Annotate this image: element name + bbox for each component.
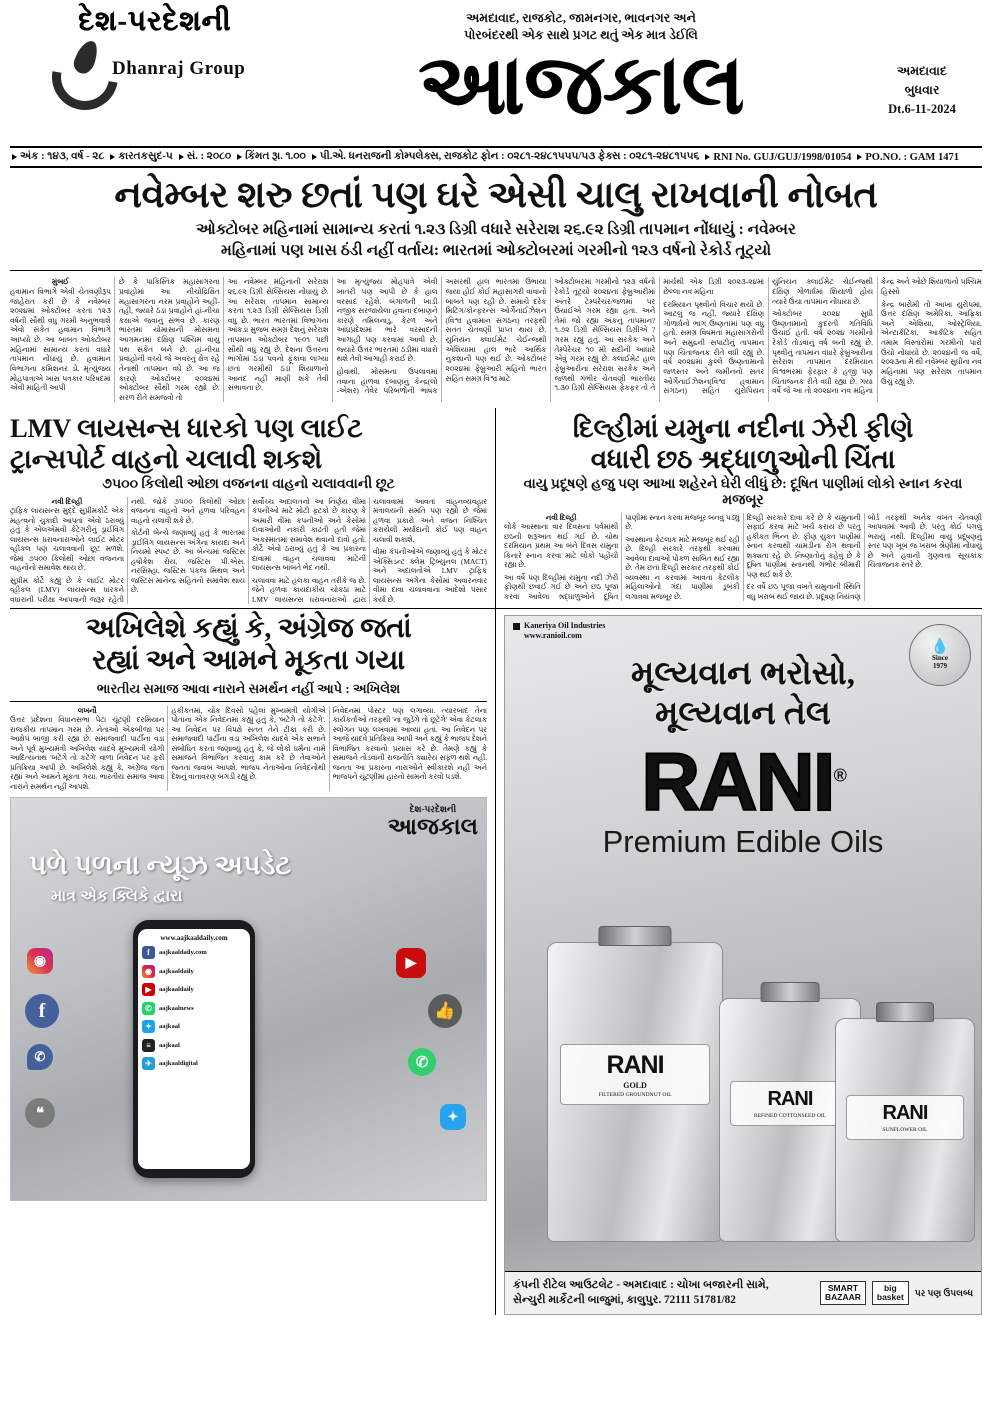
retail-address-line1: કંપની રીટેલ આઉટલેટ - અમદાવાદ : ચોખા બજારની સામે, (513, 1278, 769, 1291)
speech-bubble-icon: ❝ (25, 1098, 55, 1128)
facebook-icon: f (142, 946, 155, 959)
instagram-icon: ◉ (142, 965, 155, 978)
bottle-label (730, 1081, 850, 1126)
ad-brand (388, 804, 478, 838)
paragraph: ઓક્ટોબરમાં ગરમીનો ૧૨૩ વર્ષનો રેકોર્ડ તૂટ્યો ૨૦૨૪ના ફેબ્રુઆરીમાં અંતરે ટેમ્પરેચર/જળમાં પર ઉંચાઈએ ગરમ રહ્યા હતા. અને તેમાં જો રહ્યા અંકનું તાપમાન? ૧.૭૨ ડિગ્રી સેલ્સિયસ ડિગ્રીએ ? ગરમ રહ્યું હતું. આ સરકેક અને તેમ્પેરેચર ૧૦ મી સદીની આધારે એવું ગરમ રહ્યું છે. ક્લાઈમેટ હાલ ફેબ્રુઆરીના સરેરાશ સરકેક અને જળથી ગંભીર ચેતવણી ભારતીય ૧.૩૦ ડિગ્રી સેલ્સિયસ ફેકફર તો તે માર્ચથી એક ડિગ્રી ૨૦૨૩-૨૪માં છેલ્લા નવ મહિના (554, 277, 765, 393)
triangle-bullet-icon (857, 154, 862, 160)
paragraph: હોવાથી, મોસમના ઉપલાવમાં તવાના હાળવા દબાણનું કેન્દ્ર(લો -એશર) તેવેર પરિબળોની ભાષક અસરથી હાલ ભારતમાં ઉભાયા જયા હોઈ કોઈ મહાસાગરી વાવાનો બાબતે પણ રહી છે. સમાચે દરેક મિટિંગ/કોન્ફરન્સ ઓર્ગેનાઈઝેશન (વિશ્વ હવામાન સંગઠન) તરફથી સતત ચેતવણી પ્રાપ્ત થાય છે. યુનિયન ક્લાઈમેટ ચેઈન્જથી એશિયામાં હાલ ભારે આર્થિક નુકશાની પણ થઈ છે. ઓક્ટોબર ૨૦૨૪માં ફેબ્રુઆરી મહિનો ભારત સહિત સમગ્ર વિશ્વ માટે (336, 277, 547, 396)
yamuna-headline (504, 413, 982, 473)
akhilesh-body (10, 706, 487, 791)
handle-label: aajkaaldigital (159, 1060, 198, 1068)
info-label: PO.NO. : GAM 1471 (865, 151, 959, 163)
edition-block (862, 6, 982, 118)
retail-address (513, 1278, 769, 1308)
smart-bazaar-line1: SMART (827, 1283, 859, 1294)
bottle-brand: RANI (882, 1101, 928, 1124)
dateline: નવી દિલ્હી (545, 512, 577, 522)
company-text (524, 621, 605, 641)
paragraph (10, 706, 164, 791)
twitter-icon: ✦ (142, 1020, 155, 1033)
company-website[interactable]: www.ranioil.com (524, 631, 582, 641)
bigbasket-line2: basket (876, 1292, 904, 1303)
triangle-bullet-icon (12, 154, 17, 160)
bottle-brand: RANI (606, 1051, 664, 1080)
dateline: મુંબઈ (52, 277, 69, 287)
info-label: RNI No. GUJ/GUJ/1998/01054 (713, 151, 852, 163)
akhilesh-headline-line1: અખિલેશે કહ્યું કે, અંગ્રેજ જતાં (85, 613, 412, 645)
youtube-icon: ▶ (142, 983, 155, 996)
rani-logo-text: RANI (641, 737, 834, 829)
paragraph: હકીકતમાં, ચોક દિવસો પહેલાં મુખ્યમંત્રી યોગીએ પોતાના એક નિવેદનમાં કહ્યું હતું કે, 'બટેંગે તો કટેંગે'. આ નિવેદન પર વિપક્ષે સતત તેને ટીકા કરી છે. સમાજવાદી પાર્ટીના વડા અખિલેશ યાદવે એક સભાને સંબોધિત કરતા જણાવ્યું હતું કે, જે લોકો ધર્મના નામે સમાજને વિભાજિત કરવાનું કામ કરે છે તેવાઓને જનતા જવાબ આપશે. ભાજપ નેતાઓના નિવેદનોથી દેશનું વાતાવરણ બગડી રહ્યું છે. (171, 705, 326, 782)
product-bottles (505, 912, 981, 1242)
story-lmv (10, 408, 496, 608)
phone-mockup (133, 920, 255, 1178)
social-handle-row[interactable] (142, 1057, 246, 1070)
paragraph (10, 497, 124, 573)
info-item (857, 152, 959, 163)
whatsapp-icon: ✆ (142, 1002, 155, 1015)
handle-label: aajkaaldaily.com (159, 949, 207, 957)
bottle-desc: REFINED COTTONSEED OIL (753, 1113, 827, 1120)
paragraph: કોર્ટની બેન્ચે જણાવ્યું હતું કે ભારતમાં ડ્રાઈવિંગ લાયસન્સ અંગેના કાયદા અને નિયમો સ્પષ્ટ છે. આ બેન્ચમાં જસ્ટિસ હૃષીકેશ રોય, જસ્ટિસ પી.એસ. નરસિમ્હા, જસ્ટિસ પંકજ મિથલ અને જસ્ટિસ માનેન્દ્ર સહિતનો સમાવેશ થાય છે. (131, 528, 245, 595)
paragraph (504, 513, 618, 570)
lead-subheadline-line2: મહિનામાં પણ ખાસ ઠંડી નહીં વર્તાય: ભારતમાં ઓક્ટોબરમાં ગરમીનો ૧૨૩ વર્ષનો રેકોર્ડ તૂટ્યો (220, 242, 772, 260)
since-badge (909, 624, 971, 686)
triangle-bullet-icon (705, 154, 710, 160)
smart-bazaar-line2: BAZAAR (824, 1292, 861, 1303)
bottle-variant: GOLD (623, 1081, 647, 1091)
logo-brand-label: Dhanraj Group (112, 58, 246, 79)
ad-headline (505, 655, 981, 734)
bottle-label (560, 1044, 710, 1105)
masthead (10, 6, 982, 146)
paragraph-text: હવામાન વિભાગે એવી ચેતવણીરૂપ જાહેરાત કરી છે કે નવેમ્બર ૨૦૨૪માં ઓક્ટોબર કરતાં ૧૨૩ વર્ષની સૌથી વધુ ગરમી અનુભવાશે એવો સંકેત હવામાન વિભાગે આપ્યો છે. આ બાબત ઓક્ટોબર મહિનામાં સામાન્ય કરતાં વધારે તાપમાન નોંધાયું છે. હવામાન વિભાગના કમિશનર ડો. મૃત્યુંજય મોહપાત્રાએ ખાસ પત્રકાર પરિષદમાં એવી માહિતી આપી (10, 286, 111, 393)
handle-label: aajkaaldaily (159, 986, 194, 994)
paragraph-text: ટ્રાફિક લાયસન્સ મુદ્દે સુપ્રીમકોર્ટે એક મહત્વનો ચુકાદો આપતાં એવો ઠરાવ્યું હતું કે એલએમવી કેટેગરીનું ડ્રાઈવિંગ લાયસન્સ ધરાવનારાઓને લાઈટ મોટર વ્હીકલ પણ ચલાવવાની છૂટ મળશે. જેમાં ૭૫૦૦ કિલોથી ઓછા વજનના વાહનોનો સમાવેશ થાય છે. (10, 506, 124, 573)
bigbasket-logo (872, 1281, 909, 1305)
lead-story (10, 168, 982, 271)
lead-story-body (10, 271, 982, 408)
paragraph: કેન્દ્ર બારોમી તો આખા યુરોપમાં, ઉત્તર દક્ષિણ અમેરિકા, આફ્રિકા અને એશિયા, ઓસ્ટ્રેલિયા, એન્ટાર્કટિકા, આર્કટિક સહિત તમામ વિસ્તારોમાં ગરમીનો પારો ઉંચો નોંધાયો છે. ૨૦૨૪ની જ વર્ષે, ૨૦૨૩ના મેં થી નવેમ્બર સુધીના નવ મહિનામાં પણ સરેરાશ તાપમાન ઉંચું રહ્યું છે. (881, 299, 982, 386)
story-akhilesh (10, 613, 487, 791)
lower-band (10, 609, 982, 1315)
bottle-cap (598, 926, 671, 946)
triangle-bullet-icon (110, 154, 115, 160)
triangle-bullet-icon (312, 154, 317, 160)
since-label: Since (932, 653, 948, 662)
availability-label: પર પણ ઉપલબ્ધ (914, 1287, 973, 1298)
akhilesh-subheadline: ભારતીય સમાજ આવા નારાને સમર્થન નહીં આપે : અખિલેશ (10, 681, 487, 702)
akhilesh-headline-line2: રહ્યાં અને આમને મૂકતા ગયા (92, 645, 405, 677)
info-label: પી.એ. ધનરાજની કોમ્પલેક્સ, રાજકોટ ફોન : ૦૨૮૧-૨૪૮૧૫૫૫/૫૩ ફેક્સ : ૦૨૮૧-૨૪૮૧૫૫૬ (319, 151, 700, 162)
edition-city: અમદાવાદ (897, 64, 947, 78)
paragraph: ચલાવવા માટે હલકા વાહન તરીકે જ છે. જેને હળવા કાયદાકીય ચોકઠાં માટે LMV લાયસન્સ ધરાવનારાઓ દ્વારા ચલાવવામાં આવતાં વાહનવ્યવહાર મંત્રાલયની સંમતિ પણ રહ્યો છે જેમાં હળવા પ્રકારો અને વજન નિશ્ચિત કરાયેલી મર્યાદાની કોઈ પણ વાહન ચલાવી શકાશે. (252, 496, 487, 604)
mid-stories-band (10, 408, 982, 609)
social-handle-row[interactable] (142, 1020, 246, 1033)
ad-headline-line1: મૂલ્યવાન ભરોસો, (631, 656, 855, 693)
dateline: લખનૌ (77, 705, 97, 715)
social-handle-row[interactable] (142, 1002, 246, 1015)
ad-title: પળે પળના ન્યૂઝ અપડેટ (29, 850, 292, 881)
bottle-desc: FILTERED GROUNDNUT OIL (598, 1092, 672, 1099)
story-yamuna (496, 408, 982, 608)
smart-bazaar-logo (820, 1281, 866, 1305)
paragraph-text: લોકે આસ્થાના વાર દિવસના પર્વમાંથી છઠની શરૂઆત થઈ ગઈ છે. ચોથ દરમિયાન પ્રથમ આ બંને દિવસ યમુના કિનારે સ્નાન કરવા માટે લોકો પહોંચી રહ્યા છે. (504, 522, 619, 570)
paragraph (10, 277, 111, 393)
info-label: સં. : ૨૦૮૦ (186, 151, 232, 162)
ad-tagline: Premium Edible Oils (602, 824, 884, 860)
yamuna-headline-line2: વધારી છઠ શ્રદ્ધાળુઓની ચિંતા (590, 443, 896, 474)
facebook-icon: f (25, 994, 59, 1028)
info-label: કિંમત રૂા. ૧.૦૦ (245, 151, 306, 162)
ad-brand-big: આજકાલ (387, 814, 478, 840)
retail-address-line2: સેન્ચુરી માર્કેટની બાજુમાં, કાલુપુર. 72111 51781/82 (513, 1294, 736, 1307)
info-item (12, 151, 104, 163)
website-url[interactable]: www.aajkaaldaily.com (160, 934, 228, 943)
paragraph: આ વર્ષે પણ દિલ્હીમાં યમુના નદી ઝેરી ફીણથી છવાઈ ગઈ છે અને છઠ પૂજા કરવા આવેલા શ્રદ્ધાળુઓને દૂષિત પાણીમાં સ્નાન કરવા મજબૂર બનવું પડ્યું છે. (504, 512, 740, 601)
info-label: અંક : ૧૪૩, વર્ષ - ૨૮ (20, 151, 105, 162)
paragraph: સર્વોચ્ચ અદાલતનો આ નિર્ણય વીમા કંપનીઓ માટે મોટી ફટકો છે કારણ કે અમારી વીમા કંપનીઓ અને કેસોમાં દાવાઓની નકારી કાઢતી હતી જેમાં અકસ્માતમાં સમાવેશ થવાનો દાવો હતો. કોર્ટે એવો ઠરાવ્યું હતું કે આ પ્રકારના દાવામાં વાહન ચલાવવા માટેની લાયસન્સ બાબતે ભેદ નથી. (252, 496, 366, 573)
ad-headline-line2: મૂલ્યવાન તેલ (655, 695, 831, 732)
bottle-cap (761, 982, 820, 1002)
bottle-product (547, 942, 723, 1242)
lead-headline: નવેમ્બર શરુ છતાં પણ ઘરે એસી ચાલુ રાખવાની નોબત (114, 175, 878, 216)
issue-info-strip (10, 146, 982, 168)
info-label: કારતકસુદ-૫ (118, 151, 173, 162)
instagram-icon: ◉ (27, 948, 53, 974)
dateline: નવી દિલ્હી (51, 496, 83, 506)
bottle-label (846, 1095, 965, 1140)
marketplace-marks (820, 1281, 973, 1305)
logo-top-text: દેશ-પરદેશની (78, 6, 232, 37)
ad-brand-small: દેશ-પરદેશની (409, 804, 457, 815)
registered-mark: ® (833, 766, 845, 786)
paragraph: દિલ્હી સરકારે દાવા કરે છે કે યમુનાની સફાઈ કરવા માટે ખર્ચ કરાય છે પરંતુ હકીકત ભિન્ન છે. ફીણ યુક્ત પાણીમાં સ્નાન કરવાથી ચામડીના રોગ થવાની શક્યતા રહે છે. નિષ્ણાતોનું કહેવું છે કે દૂષિત પાણીમાં સ્નાનથી ગંભીર બીમારી પણ થઈ શકે છે. (746, 512, 861, 579)
lmv-headline-line2: ટ્રાન્સપોર્ટ વાહનો ચલાવી શકશે (10, 443, 322, 474)
bottle-product (835, 1018, 975, 1242)
whatsapp-icon: ✆ (408, 1048, 436, 1076)
company-info (513, 621, 605, 641)
paragraph: વીમા કંપનીઓએ જણાવ્યું હતું કે મોટર એક્સિડન્ટ ક્લેમ ટ્રિબ્યુનલ (MACT) અને અદાલતોએ LMV ટ્રાફિક લાયસન્સ અંગેના કેસોમાં અવારનવાર વીમા દાવા ચલાવવાના આદેશો પસાર કર્યા છે. (373, 547, 487, 604)
yamuna-subheadline: વાયુ પ્રદૂષણે હજુ પણ આખા શહેરને ઘેરી લીધું છે: દૂષિત પાણીમાં લોકો સ્નાન કરવા મજબૂર (523, 476, 963, 508)
paragraph: નિવેદનમાં પોસ્ટર પણ લગાવ્યા. ત્યારબાદ તેના કાર્યકર્તાઓ તરફથી 'ના જુડેંગે તો છૂટેંગે' એવા કેટલાક સ્લોગન પણ લખવામાં આવ્યાં હતાં. આ નિવેદન પર આજે યાદવે પ્રતિક્રિયા આપી અને કહ્યું કે ભાજપ દેશને વિભાજિત કરવાનો પ્રયાસ કરે છે. તેમણે કહ્યું કે સમાજને તોડવાની રાજનીતિ ક્યારેય સફળ થશે નહીં. જનતા આ પ્રકારના નારાઓને સ્વીકારશે નહીં અને ભાજપને ચૂંટણીમાં હારનો સામનો કરવો પડશે. (332, 705, 487, 782)
paragraph: દર વર્ષે છઠ પૂજા વખતે યમુનાની સ્થિતિ વધુ ખરાબ થઈ જાય છે. પ્રદૂષણ નિયંત્રણ બોર્ડ તરફથી અનેક વખત ચેતવણી આપવામાં આવી છે. પરંતુ કોઈ પગલું ભરાયું નથી. દિલ્હીમાં વાયુ પ્રદૂષણનું સ્તર પણ ખૂબ જ ખરાબ શ્રેણીમાં નોંધાયું છે અને હવાની ગુણવત્તા સૂચકાંક ચિંતાજનક સ્તરે છે. (746, 512, 982, 601)
title-block (300, 6, 862, 132)
dailyhunt-icon: ≡ (142, 1039, 155, 1052)
company-name: Kaneriya Oil Industries (524, 621, 606, 631)
paragraph: ઓક્ટોબર ૨૦૨૪ સુધી ઉષ્ણતામાનો કુદરતી ગતિવિધિ ઉંચાઈ હતી. વર્ષ ૨૦૨૪ ગરમીનો રેકોર્ડ તોડવાનું વર્ષ બની રહ્યું છે. પૃથ્વીનું તાપમાન વધારે ફેબ્રુઆરીના સરેરાશ તાપમાન દરમિયાન વિશ્વભરમાં ફેરફાર કે હજી પણ ચિંતાજનક રીતે વધી રહ્યા છે. ગયા વર્ષે જે આ તો ૨૦૨૪ના નવ મહિના કેન્દ્ર અને ઓછે શિયાળાનો પશ્ચિમ હિસ્સો (772, 277, 982, 396)
handle-label: aajkaal (159, 1023, 180, 1031)
paragraph: આસ્થાના કેટલાક માટે મજબૂર થઈ રહી છે. દિલ્હી સરકારે તરફથી કરવામાં આવેલા દાવાઓ પોકળ સાબિત થઈ રહ્યા છે. તેમ છતાં દિલ્હી સરકાર તરફથી કોઈ વ્યવસ્થા ન કરવામાં આવતા કેટલીક મહિલાઓનો ગંદા પાણીમાં ડૂબકી લગાવવા મજબૂર છે. (625, 534, 740, 601)
telegram-icon: ✈ (142, 1057, 155, 1070)
handle-label: aajkaaldaily (159, 967, 194, 975)
lower-left-column (10, 609, 496, 1315)
edition-day: બુધવાર (904, 82, 940, 97)
phone-screen (138, 929, 250, 1169)
since-year: 1979 (933, 661, 947, 670)
triangle-bullet-icon (179, 154, 184, 160)
rani-oil-advertisement[interactable] (504, 615, 982, 1315)
lead-subheadline-line1: ઓક્ટોબર મહિનામાં સામાન્ય કરતાં ૧.૨૩ ડિગ્રી વધારે સરેરાશ ૨૬.૯૨ ડિગ્રી તાપમાન નોંધાયું : નવેમ્બર (196, 221, 796, 239)
oil-drop-icon: 💧 (930, 638, 950, 655)
twitter-icon: ✦ (440, 1104, 466, 1130)
paragraph: આ નવેમ્બર મહિનાની સરેરાશ ૨૬.૯૨ ડિગ્રી સેલ્સિયસ નોંધાયું છે. આ સરેરાશ તાપમાન સામાન્ય કરતાં ૧.૨૩ ડિગ્રી સેલ્સિયસ ડિગ્રી વધુ છે. ભારત ભારતમાં વિભાગના આંકડા મુજબ સમગ્ર દેશનું સરેરાશ તાપમાન ઓક્ટોબર ૧૯૦૧ પછી સૌથી વધુ રહ્યું છે. દેશના ઉત્તરના ભાગોમાં ઠંડા પવનો ફૂંકાવા લાગ્યા છતાં ગરમીથી ઠંડા શિયાળાનો આનંદ નહીં માણી શકે તેવી સંભાવના છે. (227, 277, 329, 393)
social-handle-row[interactable] (142, 1039, 246, 1052)
social-handle-row[interactable] (142, 965, 246, 978)
ad-subtitle: માત્ર એક ક્લિકે દ્વારા (51, 888, 183, 906)
handle-label: aajkaalnews (159, 1004, 194, 1012)
bigbasket-line1: big (883, 1283, 897, 1294)
bottle-brand: RANI (767, 1088, 813, 1111)
masthead-subtitle-line1: અમદાવાદ, રાજકોટ, જામનગર, ભાવનગર અને (466, 11, 696, 25)
dhanraj-logo (10, 40, 300, 98)
lmv-headline (10, 413, 487, 473)
social-handle-row[interactable] (142, 983, 246, 996)
lmv-body (10, 497, 487, 604)
social-media-advertisement[interactable] (10, 797, 487, 1201)
bottle-cap (876, 1002, 934, 1022)
ad-footer (505, 1271, 981, 1314)
info-item (237, 151, 306, 163)
bottle-desc: SUNFLOWER OIL (882, 1126, 928, 1133)
paragraph-text: ઉત્તર પ્રદેશના વિધાનસભા પેટા ચૂંટણી દરમિયાન રાજકીય તાપમાન ગરમ છે. નેતાઓ એકબીજા પર આક્ષેપ બાજી કરી રહ્યા છે. સમાજવાદી પાર્ટીના વડા અને પૂર્વ મુખ્યમંત્રી અખિલેશ યાદવે મુખ્યમંત્રી યોગી આદિત્યનાથ 'બટેંગે તો કટેંગે' વાળા નિવેદન પર ફરી પ્રતિક્રિયા આપી છે. અખિલેશે કહ્યું કે, અંગ્રેજ જતાં રહ્યાં અને આમને મૂકતા ગયા. ભારતીય સમાજ આવા નારાને સમર્થન નહીં આપશે. (10, 715, 165, 791)
masthead-subtitle-line2: પોરબંદરથી એક સાથે પ્રગટ થતું એક માત્ર ડેઈલિ (464, 27, 698, 42)
info-item (312, 151, 700, 163)
rani-logo (505, 737, 981, 829)
ad-header (505, 616, 981, 641)
swoosh-icon (48, 40, 106, 98)
paragraph: આ મૃત્યુંજય મોહપાત્રે એવી ખાતરી પણ આપી છે કે હાલ વરસાદ રહેશે. બંગાળની ખાડી નજીક સરજાયેલા હવાના દબાણને કારણે તમિલનાડુ, કેરળ અને આંધ્રપ્રદેશમાં ભારે વરસાદની આગાહી પણ કરવામાં આવી છે. જ્યારે ઉત્તર ભારતમાં ઠંડીમાં વધારો થશે તેવી આગાહી કરાઈ છે. (336, 277, 438, 364)
paragraph: છે કે પાકિસ્તિક મહાસાગરના પ્રવાહોમાં આ નીચોદ્રિક્ષિત મહાસાગરના નરમ પ્રવાહોને અહીં-તહીં, જ્યારે ઠંડા પ્રવાહોને હાં-નીચા કક્ષાએ જવાનું સંભવ છે. કારણ ભારતમાં ચોમાસાની મોસમના આગમનમાં દક્ષિણ પશ્ચિમ વાયુ પથ સંકેત બને છે. હાં-નીચા પ્રવાહોની વચ્ચે જે અવરનું ક્ષેત્ર રહે તેનાથી તાપમાન વધે છે. આ જ કારણે ઓક્ટોબર ૨૦૨૪માં ઓક્ટોબર સૌથી ગરમ રહ્યો છે. સરળ રીતે સમજવો તો (118, 277, 220, 402)
yamuna-headline-line1: દિલ્હીમાં યમુના નદીના ઝેરી ફીણે (572, 413, 914, 444)
yamuna-body (504, 513, 982, 601)
handle-label: aajkaal (159, 1041, 180, 1049)
thumbs-up-icon: 👍 (428, 994, 462, 1028)
social-handle-row[interactable] (142, 946, 246, 959)
page-title: આજકાલ (418, 38, 744, 132)
paragraph: દરમિયાન પૃથ્વીનો વિચાર થયો છે. આટલું જ નહીં, જ્યારે દક્ષિણ ગોળાર્ધનો ભાગ ઉષ્ણતામાં પણ વધુ હતો. સમગ્ર વિષમતા મહાસાગરોની અને સમુદ્રની સપાટીનું તાપમાન પણ ચિંતાજનક રીતે વધી રહ્યું છે. વર્ષ ૨૦૨૪માં કુલ્લે ઉષ્ણતામાનો જળસ્તર અને જમીનનો સતર ઓર્ગેનાઈઝેશન(વિશ્વ હવામાન સંગઠન) સહિત યુરોપિયન યુનિયન ક્લાઈમેટ ચેઈન્જથી દક્ષિણ ગોળાર્ધમાં શિયાળો હોય ત્યારે ઉંચા તાપમાન નોંધાયા છે. (663, 277, 873, 396)
lower-right-column (496, 609, 982, 1315)
lead-subheadline (10, 220, 982, 265)
lmv-headline-line1: LMV લાયસન્સ ધારકો પણ લાઈટ (10, 413, 363, 444)
edition-date: Dt.6-11-2024 (888, 101, 956, 116)
youtube-icon: ▶ (396, 948, 426, 978)
paragraph: સુપ્રીમ કોર્ટે કહ્યું છે કે લાઈટ મોટર વ્હીકલ (LMV) લાયસન્સ ધારકને વધારાની પરીક્ષા આપવાની જરૂર રહેતી નથી. જોકે ૭૫૦૦ કિલોથી ઓછા વજનના વાહનો અને હળવા પરિવહન વાહનો ચલાવી શકે છે. (10, 496, 245, 604)
lmv-subheadline: ૭૫૦૦ કિલોથી ઓછા વજનના વાહનો ચલાવવાની છૂટ (102, 476, 395, 492)
info-item (179, 151, 231, 163)
akhilesh-headline (10, 613, 487, 677)
logo-block (10, 6, 300, 98)
triangle-bullet-icon (237, 154, 242, 160)
messenger-icon: ✆ (27, 1044, 53, 1070)
info-item (705, 152, 851, 163)
bullet-square-icon (513, 623, 520, 630)
info-item (110, 151, 173, 163)
